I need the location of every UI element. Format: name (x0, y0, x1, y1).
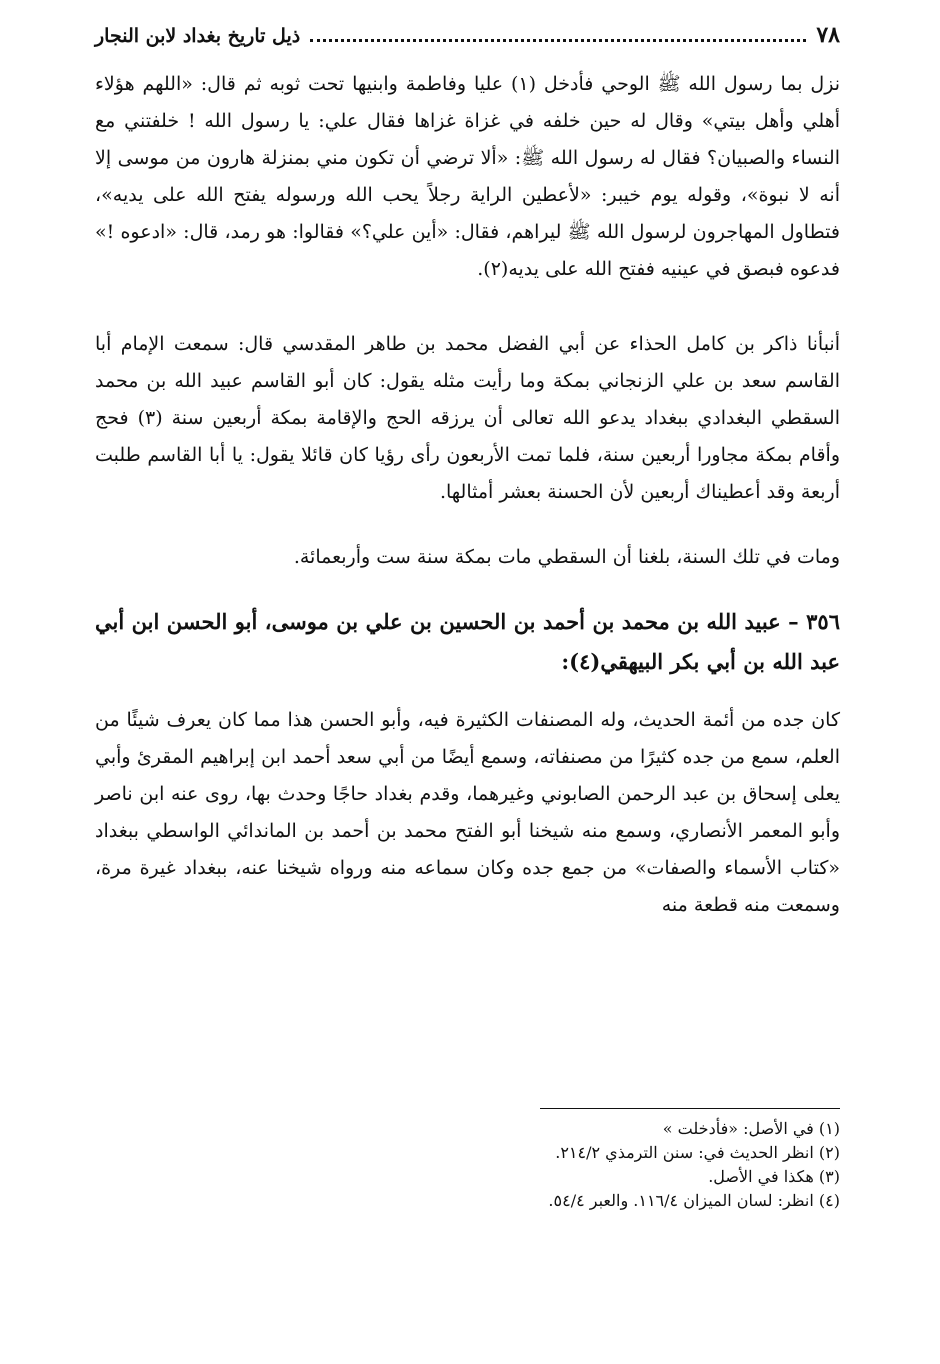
footnotes (95, 1108, 840, 1213)
entry-body: كان جده من أئمة الحديث، وله المصنفات الكثيرة فيه، وأبو الحسن هذا مما كان يعرف شيئًا من العلم، سمع من جده كثيرًا من مصنفاته، وسمع أيضًا من أبي سعد أحمد ابن إبراهيم المقرئ وأبي يعلى إسحاق بن عبد الرحمن الصابوني وغيرهما، وقدم بغداد حاجًا وحدث بها، روى عنه ابن ناصر وأبو المعمر الأنصاري، وسمع منه شيخنا أبو الفتح محمد بن أحمد بن الماندائي الواسطي ببغداد «كتاب الأسماء والصفات» من جمع جده وكان سماعه منه ورواه شيخنا عنه، ببغداد غيرة مرة، وسمعت منه قطعة منه (95, 709, 840, 916)
footnote: (١) في الأصل: «فأدخلت » (662, 1119, 840, 1138)
footnote: (٤) انظر: لسان الميزان ١١٦/٤. والعبر ٥٤/٤. (548, 1191, 840, 1210)
page-header (95, 22, 840, 58)
paragraph-saqati-narration: أنبأنا ذاكر بن كامل الحذاء عن أبي الفضل محمد بن طاهر المقدسي قال: سمعت الإمام أبا القاسم سعد بن علي الزنجاني بمكة وما رأيت مثله يقول: كان أبو القاسم عبيد الله بن محمد السقطي البغدادي ببغداد يدعو الله تعالى أن يرزقه الحج والإقامة بمكة أربعين سنة (٣) فحج وأقام بمكة مجاورا أربعين سنة، فلما تمت الأربعون رأى رؤيا كان قائلا يقول: يا أبا القاسم طلبت أربعة وقد أعطيناك أربعين لأن الحسنة بعشر أمثالها. (95, 333, 840, 503)
paragraph-hadith: نزل بما رسول الله ﷺ الوحي فأدخل (١) عليا وفاطمة وابنيها تحت ثوبه ثم قال: «اللهم هؤلاء أهلي وأهل بيتي» وقال له حين خلفه في غزاة غزاها فقال علي: يا رسول الله ! خلفتني مع النساء والصبيان؟ فقال له رسول الله ﷺ: «ألا ترضي أن تكون مني بمنزلة هارون من موسى إلا أنه لا نبوة»، وقوله يوم خيبر: «لأعطين الراية رجلاً يحب الله ورسوله يفتح الله على يديه»، فتطاول المهاجرون لرسول الله ﷺ ليراهم، فقال: «أين علي؟» فقالوا: هو رمد، قال: «ادعوه !» فدعوه فبصق في عينيه ففتح الله على يديه(٢). (95, 73, 840, 280)
page-number: ٧٨ (816, 22, 840, 48)
dotted-leader (310, 39, 806, 42)
entry-title: ٣٥٦ – عبيد الله بن محمد بن أحمد بن الحسين بن علي بن موسى، أبو الحسن ابن أبي عبد الله بن أبي بكر البيهقي(٤): (95, 609, 840, 674)
paragraph-saqati-death: ومات في تلك السنة، بلغنا أن السقطي مات بمكة سنة ست وأربعمائة. (293, 546, 840, 568)
running-title: ذيل تاريخ بغداد لابن النجار (95, 25, 301, 47)
footnote: (٢) انظر الحديث في: سنن الترمذي ٢١٤/٢. (555, 1143, 840, 1162)
footnote-rule (540, 1108, 840, 1109)
page-body (95, 22, 840, 924)
footnote: (٣) هكذا في الأصل. (708, 1167, 840, 1186)
